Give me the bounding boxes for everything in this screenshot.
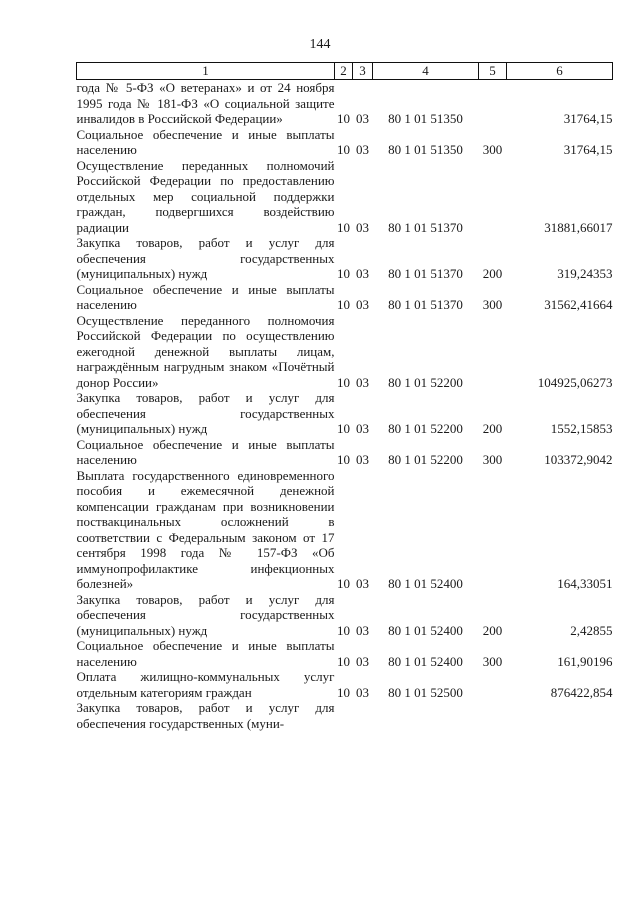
expense-type-cell: 300	[482, 653, 503, 669]
row-name-cell: Закупка товаров, работ и услуг для обеспечения государственных (муни-	[76, 700, 335, 731]
amount-cell: 2,42855	[570, 622, 613, 638]
expense-type-cell	[479, 669, 507, 700]
table-row	[77, 158, 613, 236]
table-row	[77, 80, 613, 127]
subsection-code-cell: 03	[356, 653, 369, 669]
table-row	[77, 468, 613, 592]
page-number: 144	[309, 37, 331, 52]
amount-cell: 103372,9042	[544, 452, 613, 467]
table-row	[77, 437, 613, 468]
table-row	[77, 669, 613, 700]
subsection-code-cell: 03	[356, 219, 369, 235]
row-name-cell: Социальное обеспечение и иные выплаты населению	[76, 281, 335, 312]
subsection-code-cell: 03	[356, 297, 369, 312]
table-row	[77, 390, 613, 437]
subsection-code-cell: 03	[356, 622, 369, 638]
section-code-cell: 10	[337, 421, 350, 436]
expense-type-cell	[479, 80, 507, 127]
column-header-6: 6	[507, 63, 613, 80]
target-article-cell: 80 1 01 52200	[388, 452, 463, 467]
target-article-cell: 80 1 01 52400	[388, 576, 463, 591]
section-code-cell: 10	[337, 653, 350, 669]
table-row	[77, 638, 613, 669]
target-article-cell: 80 1 01 52400	[388, 622, 463, 638]
column-header-2: 2	[335, 63, 353, 80]
section-code-cell: 10	[337, 622, 350, 638]
expense-type-cell	[479, 158, 507, 236]
expense-type-cell: 300	[482, 297, 503, 312]
amount-cell: 104925,06273	[537, 374, 613, 390]
section-code-cell: 10	[337, 219, 350, 235]
row-name-cell: Закупка товаров, работ и услуг для обеспечения государственных (муниципальных) нужд	[76, 390, 335, 436]
expense-type-cell	[479, 700, 507, 731]
row-name-cell: Выплата государственного единовременного пособия и ежемесячной денежной компенсации гражданам при возникновении поствакцинальных осложнений в соответствии с Федеральным законом от 17 сентября 1998 года № 157-ФЗ «Об иммунопрофилактике инфекционных болезней»	[76, 467, 335, 591]
row-name-cell: Осуществление переданных полномочий Российской Федерации по предоставлению отдельных мер социальной поддержки граждан, подвергшихся воздействию радиации	[76, 157, 335, 235]
expense-type-cell	[479, 468, 507, 592]
target-article-cell: 80 1 01 52200	[388, 421, 463, 436]
row-name-cell: Закупка товаров, работ и услуг для обеспечения государственных (муниципальных) нужд	[76, 591, 335, 638]
table-row	[77, 700, 613, 731]
table-row	[77, 313, 613, 391]
target-article-cell: 80 1 01 52500	[388, 684, 463, 700]
column-header-1: 1	[77, 63, 335, 80]
subsection-code-cell: 03	[356, 111, 369, 126]
row-name-cell: Социальное обеспечение и иные выплаты населению	[76, 126, 335, 157]
section-code-cell: 10	[337, 266, 350, 281]
row-name-cell: Социальное обеспечение и иные выплаты населению	[76, 436, 335, 467]
target-article-cell	[373, 700, 479, 731]
expense-type-cell: 200	[482, 622, 503, 638]
section-code-cell	[335, 700, 353, 731]
subsection-code-cell	[353, 700, 373, 731]
expense-type-cell	[479, 313, 507, 391]
section-code-cell: 10	[337, 297, 350, 312]
amount-cell: 876422,854	[550, 684, 613, 700]
section-code-cell: 10	[337, 576, 350, 591]
subsection-code-cell: 03	[356, 142, 369, 157]
section-code-cell: 10	[337, 142, 350, 157]
section-code-cell: 10	[337, 374, 350, 390]
row-name-cell: Осуществление переданного полномочия Российской Федерации по осуществлению ежегодной денежной выплаты лицам, награждённым нагрудным знаком «Почётный донор России»	[76, 312, 335, 390]
amount-cell: 31764,15	[563, 111, 613, 126]
table-row	[77, 592, 613, 639]
amount-cell: 161,90196	[557, 653, 613, 669]
amount-cell: 164,33051	[557, 576, 613, 591]
target-article-cell: 80 1 01 51370	[388, 219, 463, 235]
amount-cell: 31881,66017	[544, 219, 613, 235]
target-article-cell: 80 1 01 51370	[388, 266, 463, 281]
expense-type-cell: 300	[482, 452, 503, 467]
table-row	[77, 127, 613, 158]
column-header-3: 3	[353, 63, 373, 80]
section-code-cell: 10	[337, 684, 350, 700]
section-code-cell: 10	[337, 111, 350, 126]
amount-cell	[507, 700, 613, 731]
table-header-row	[77, 63, 613, 80]
amount-cell: 1552,15853	[550, 421, 613, 436]
budget-table	[76, 62, 613, 731]
amount-cell: 319,24353	[557, 266, 613, 281]
target-article-cell: 80 1 01 51350	[388, 142, 463, 157]
table-row	[77, 282, 613, 313]
expense-type-cell: 200	[482, 421, 503, 436]
subsection-code-cell: 03	[356, 374, 369, 390]
target-article-cell: 80 1 01 51370	[388, 297, 463, 312]
row-name-cell: года № 5-ФЗ «О ветеранах» и от 24 ноября 1995 года № 181-ФЗ «О социальной защите инвалидов в Российской Федерации»	[76, 80, 335, 126]
row-name-cell: Оплата жилищно-коммунальных услуг отдельным категориям граждан	[76, 669, 335, 700]
subsection-code-cell: 03	[356, 421, 369, 436]
target-article-cell: 80 1 01 52200	[388, 374, 463, 390]
row-name-cell: Социальное обеспечение и иные выплаты населению	[76, 638, 335, 669]
column-header-4: 4	[373, 63, 479, 80]
section-code-cell: 10	[337, 452, 350, 467]
target-article-cell: 80 1 01 51350	[388, 111, 463, 126]
row-name-cell: Закупка товаров, работ и услуг для обеспечения государственных (муниципальных) нужд	[76, 235, 335, 281]
subsection-code-cell: 03	[356, 684, 369, 700]
amount-cell: 31764,15	[563, 142, 613, 157]
expense-type-cell: 300	[482, 142, 503, 157]
column-header-5: 5	[479, 63, 507, 80]
amount-cell: 31562,41664	[544, 297, 613, 312]
target-article-cell: 80 1 01 52400	[388, 653, 463, 669]
subsection-code-cell: 03	[356, 452, 369, 467]
subsection-code-cell: 03	[356, 576, 369, 591]
table-row	[77, 235, 613, 282]
expense-type-cell: 200	[482, 266, 503, 281]
subsection-code-cell: 03	[356, 266, 369, 281]
